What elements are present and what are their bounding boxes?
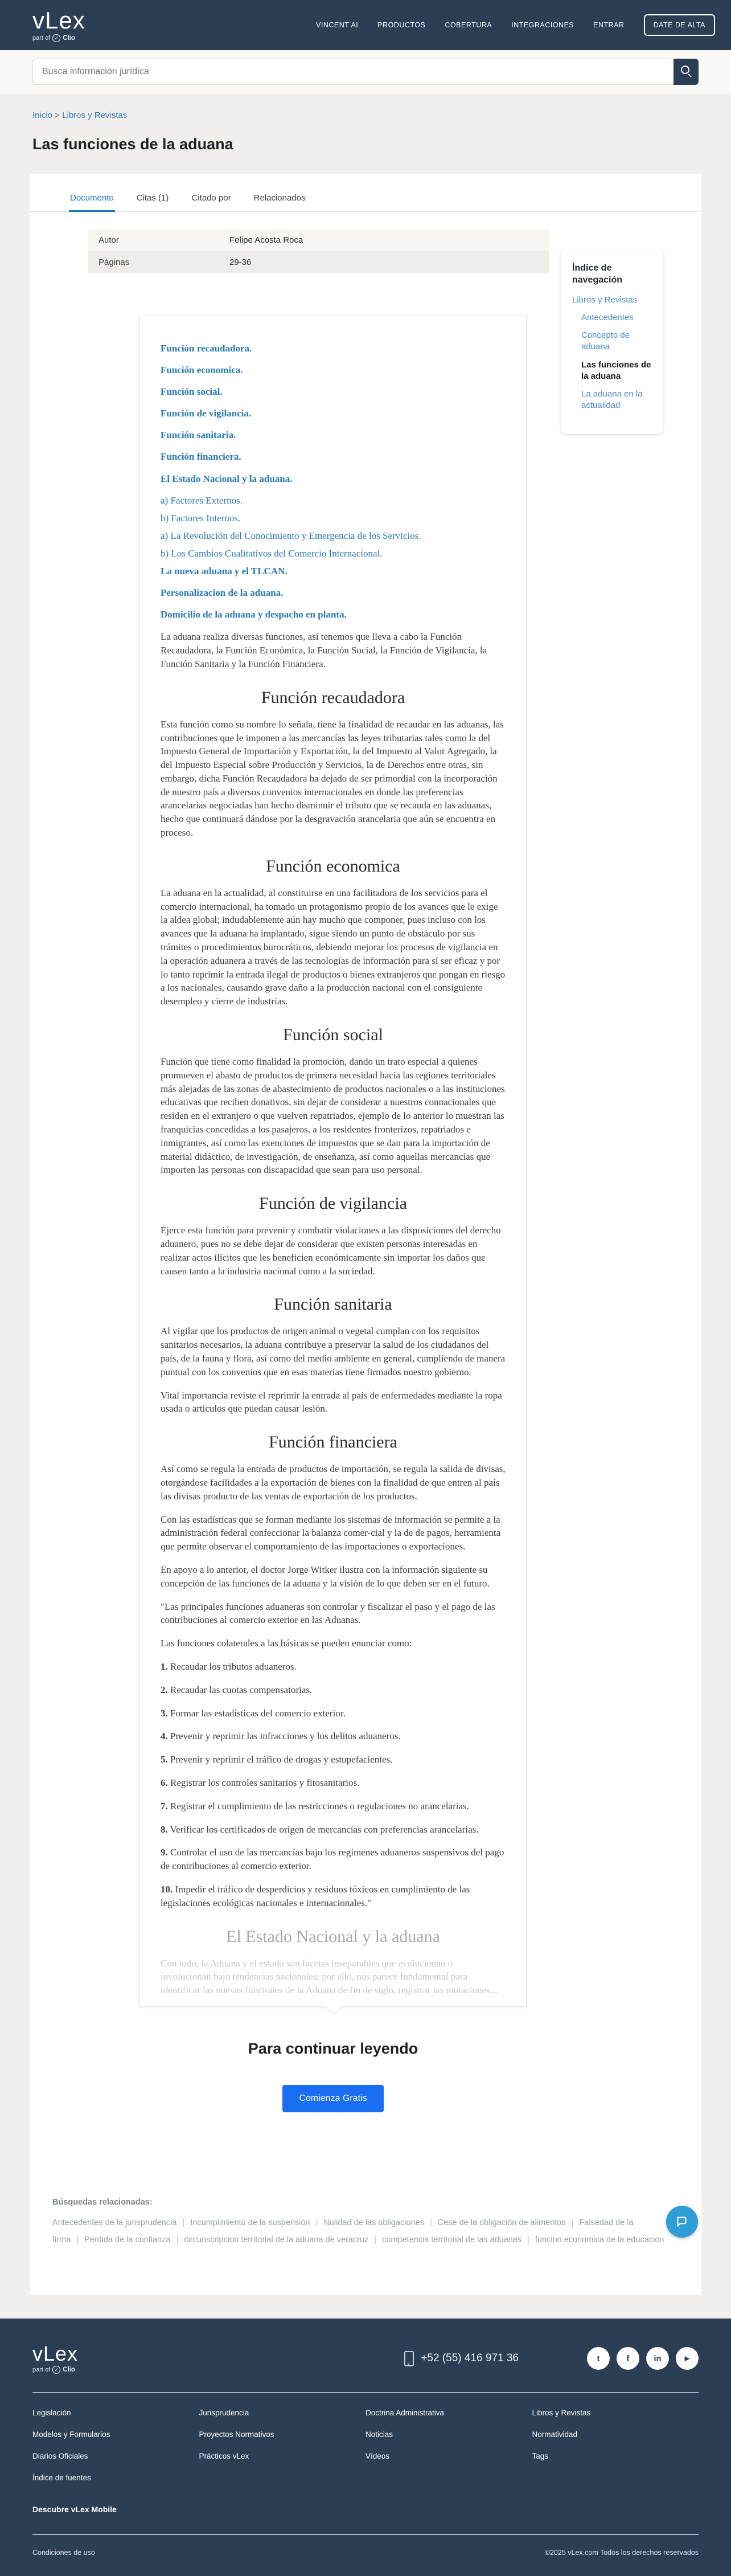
doc-toc-link[interactable]: a) La Revolución del Conocimiento y Emergencia de los Servicios.	[161, 530, 421, 541]
footer-link[interactable]: Libros y Revistas	[532, 2408, 591, 2417]
clio-tagline-prefix: part of	[32, 34, 51, 42]
doc-list-item: 8. Verificar los certificados de origen de mercancías con preferencias arancelarias.	[161, 1823, 479, 1835]
tab[interactable]: Citado por	[191, 193, 231, 203]
doc-list-item: 2. Recaudar las cuotas compensatorias.	[161, 1684, 313, 1695]
doc-section-heading: Función de vigilancia	[259, 1194, 407, 1213]
doc-list-item: 7. Registrar el cumplimiento de las restricciones o regulaciones no arancelarias.	[161, 1800, 469, 1812]
doc-list-item: 9. Controlar el uso de las mercancías bajo los regímenes aduaneros suspensivos del pago de contribuciones al comercio exterior.	[161, 1847, 504, 1872]
doc-paragraph: En apoyo a lo anterior, el doctor Jorge Witker ilustra con la información siguiente su concepción de las funciones de la aduana y la visión de lo que deben ser en el futuro.	[161, 1564, 490, 1589]
doc-section-heading: El Estado Nacional y la aduana	[226, 1927, 440, 1946]
footer-link-columns	[32, 2409, 699, 2482]
related-search-link[interactable]: funcion economica de la educacion	[535, 2235, 664, 2245]
footer-link[interactable]: Doctrina Administrativa	[366, 2408, 445, 2417]
page-title: Las funciones de la aduana	[32, 136, 233, 153]
doc-paragraph: Con todo, la Aduana y el estado son facetas inseparables que evolucionan o involucionan bajo tendencias nacionales; por ello, nos parece fundamental para identificar las nuevas funciones de la Aduana de fin de siglo, registrar las mutaciones...	[161, 1957, 498, 1996]
footer-phone	[404, 2351, 519, 2366]
doc-paragraph: Así como se regula la entrada de productos de importación, se regula la salida de divisas, otorgándose facilidades a la exportación de bienes con la finalidad de que entren al país las divisas producto de las ventas de exportación de los productos.	[161, 1463, 506, 1502]
footer-logo-text: vLex	[32, 2341, 79, 2365]
doc-toc-link[interactable]: Domicilio de la aduana y despacho en planta.	[161, 609, 347, 620]
doc-section-heading: Función economica	[266, 856, 400, 876]
footer-link[interactable]: Índice de fuentes	[32, 2473, 91, 2482]
paywall-title: Para continuar leyendo	[248, 2039, 418, 2057]
footer-mobile-link[interactable]: Descubre vLex Mobile	[32, 2504, 117, 2514]
doc-paragraph: Ejerce esta función para prevenir y combatir violaciones a las disposiciones del derecho aduanero, pues no se debe dejar de considerar que existen personas interesadas en realizar actos ilícitos que les beneficien económicamente sin importar los daños que causen tanto a la industria nacional como a la sociedad.	[161, 1225, 501, 1277]
doc-section-heading: Función social	[283, 1025, 383, 1045]
document-body	[161, 342, 506, 1997]
footer-link[interactable]: Vídeos	[366, 2451, 390, 2460]
top-header	[0, 0, 731, 50]
related-search-link[interactable]: Perdida de la confianza |	[84, 2235, 184, 2244]
footer-link[interactable]: Legislación	[32, 2408, 71, 2417]
phone-number: +52 (55) 416 971 36	[421, 2352, 519, 2365]
tab[interactable]: Documento	[69, 187, 115, 212]
main-content	[30, 174, 701, 2295]
doc-toc-link[interactable]: a) Factores Externos.	[161, 494, 243, 506]
nav-item[interactable]: ENTRAR	[593, 21, 625, 29]
footer-link[interactable]: Normatividad	[532, 2430, 578, 2439]
doc-paragraph: Función que tiene como finalidad la promoción, dando un trato especial a quienes promueven el abasto de productos de primera necesidad hacia las regiones territoriales más alejadas de las zonas de abastecimiento de productos nacionales o a las instituciones educativas que reciben donativos, sin dejar de considerar a nuestros connacionales que residen en el extranjero o que vuelven repatriados, ejemplo de lo anterior lo muestran las franquicias concedidas a los pasajeros, a los residentes fronterizos, repatriados e inmigrantes, así como las exenciones de impuestos que se dan para la importación de material didáctico, de investigación, de enseñanza, así como aquellas mercancías que importen las personas con discapacidad que sean para uso personal.	[161, 1056, 505, 1176]
metadata-value: Felipe Acosta Roca	[229, 235, 303, 245]
doc-toc-link[interactable]: Función financiera.	[161, 451, 241, 463]
breadcrumb-link[interactable]: Inicio >	[32, 111, 62, 120]
doc-paragraph: Vital importancia reviste el reprimir la entrada al país de enfermedades mediante la ropa usada o artículos que puedan causar lesión.	[161, 1389, 502, 1414]
doc-toc-link[interactable]: Función sanitaria.	[161, 430, 236, 441]
doc-paragraph: La aduana en la actualidad, al constituirse en una facilitadora de los servicios para el comercio internacional, ha tomado un protagonismo propio de los avances que le exige la aldea global; indudablemente aún hay mucho que componer, pues incluso con los avances que la aduana ha implantado, sigue siendo un punto de obstáculo por sus trámites o procedimientos burocráticos, debiendo mejorar los procesos de vigilancia en la operación aduanera a través de las tecnologías de información para sí ser eficaz y por lo tanto reprimir la entrada ilegal de productos o bienes extranjeros que pongan en riesgo a los nacionales, causando grave daño a la producción nacional con el consiguiente desempleo y cierre de industrias.	[161, 887, 506, 1007]
footer-link[interactable]: Jurisprudencia	[199, 2408, 249, 2417]
chat-button[interactable]	[666, 2206, 698, 2238]
doc-paragraph: Esta función como su nombre lo señala, tiene la finalidad de recaudar en las aduanas, las contribuciones que le imponen a las mercancías las leyes tributarias tales como la del Impuesto General de Importación y Exportación, la del Impuesto al Valor Agregado, la del Impuesto Especial sobre Producción y Servicios, la de Derechos entre otras, sin embargo, dicha Función Recaudadora ha dejado de ser primordial con la incorporación de nuestro país a diversos convenios internacionales en donde las preferencias arancelarias negociadas han hecho disminuir el tributo que se recauda en las aduanas, hecho que continuará dándose por la desgravación arancelaria que aún se encuentra en proceso.	[161, 718, 504, 839]
related-search-link[interactable]: Nulidad de las obligaciones |	[323, 2218, 437, 2227]
footer-link[interactable]: Diarios Oficiales	[32, 2451, 88, 2460]
navigation-index-panel	[561, 249, 663, 434]
doc-section-heading: Función financiera	[269, 1433, 397, 1452]
clio-check-icon: ✓	[52, 34, 60, 42]
doc-paragraph: La aduana realiza diversas funciones, así tenemos que lleva a cabo la Función Recaudadora, la Función Económica, la Función Social, la Función de Vigilancia, la Función Sanitaria y la Función Financiera.	[161, 631, 487, 669]
doc-paragraph: Las funciones colaterales a las básicas se pueden enunciar como:	[161, 1638, 412, 1649]
nav-item[interactable]: VINCENT AI	[316, 21, 359, 29]
navigation-index-item[interactable]: Antecedentes	[581, 312, 634, 322]
vlex-logo-text: vLex	[32, 6, 85, 34]
related-searches-label: Búsquedas relacionadas:	[52, 2197, 153, 2207]
tab[interactable]: Relacionados	[253, 193, 306, 203]
social-icons	[587, 2347, 699, 2370]
related-search-link[interactable]: competencia territorial de las aduanas |	[382, 2235, 535, 2244]
footer-logo[interactable]	[32, 2341, 79, 2374]
footer-clio-tagline: part of ✓ Clio	[32, 2366, 75, 2373]
related-search-link[interactable]: Cese de la obligación de alimentos |	[438, 2218, 580, 2227]
doc-list-item: 10. Impedir el tráfico de desperdicios y residuos tóxicos en cumplimiento de las legislaciones ecológicas nacionales e internacionales."	[161, 1883, 470, 1908]
title-strip	[0, 95, 731, 174]
search-strip	[0, 50, 731, 95]
doc-list-item: 4. Prevenir y reprimir las infracciones y los delitos aduaneros.	[161, 1731, 401, 1742]
social-icon[interactable]: ►	[676, 2347, 699, 2370]
doc-toc-link[interactable]: Función social.	[161, 386, 223, 398]
metadata-value: 29-36	[229, 257, 252, 267]
tab-bar	[30, 187, 701, 212]
search-input[interactable]	[32, 59, 673, 85]
nav-item[interactable]: PRODUCTOS	[377, 21, 426, 29]
paywall-section	[139, 2040, 527, 2112]
phone-icon	[404, 2351, 414, 2366]
nav-item[interactable]: COBERTURA	[445, 21, 492, 29]
related-search-link[interactable]: Antecedentes de la jurisprudencia |	[52, 2218, 190, 2227]
document-paper	[139, 316, 527, 2007]
footer-divider	[32, 2534, 699, 2535]
doc-section-heading: Función sanitaria	[274, 1295, 392, 1314]
related-searches	[52, 2198, 679, 2295]
chat-icon	[675, 2214, 689, 2229]
navigation-index-item[interactable]: Libros y Revistas	[572, 295, 638, 305]
social-icon[interactable]: f	[617, 2347, 639, 2370]
nav-item[interactable]: INTEGRACIONES	[511, 21, 574, 29]
doc-toc-link[interactable]: El Estado Nacional y la aduana.	[161, 473, 293, 484]
search-icon	[681, 66, 689, 74]
navigation-index-item[interactable]: La aduana en la actualidad	[581, 389, 643, 411]
metadata-label: Páginas	[98, 257, 130, 267]
doc-toc-link[interactable]: Función economica.	[161, 365, 243, 376]
doc-toc-link[interactable]: b) Factores Internos.	[161, 512, 241, 524]
doc-paragraph: Al vigilar que los productos de origen animal o vegetal cumplan con los requisitos sanitarios necesarios, la aduana contribuye a preservar la salud de los ciudadanos del país, de la fauna y flora, así como del medio ambiente en general, cumpliendo de manera puntual con los convenios que en esas materias tiene firmados nuestro gobierno.	[161, 1326, 506, 1377]
terms-link[interactable]: Condiciones de uso	[32, 2548, 95, 2557]
footer-link[interactable]: Proyectos Normativos	[199, 2430, 274, 2439]
metadata-table	[88, 229, 549, 273]
related-search-link[interactable]: circunscripcion territorial de la aduana de veracruz |	[184, 2235, 382, 2244]
metadata-row	[88, 229, 549, 251]
footer-link[interactable]: Modelos y Formularios	[32, 2430, 110, 2439]
footer-divider	[32, 2392, 699, 2393]
doc-toc-link[interactable]: Función de vigilancia.	[161, 408, 252, 419]
footer-link[interactable]: Tags	[532, 2451, 549, 2460]
related-search-link[interactable]: Falsedad de la firma |	[52, 2218, 634, 2244]
vlex-logo[interactable]	[32, 6, 85, 42]
top-navigation	[316, 21, 625, 29]
doc-toc-link[interactable]: Función recaudadora.	[161, 343, 252, 354]
related-search-link[interactable]: Incumplimiento de la suspensión |	[190, 2218, 323, 2227]
copyright-text: ©2025 vLex.com Todos los derechos reservados	[544, 2548, 699, 2557]
doc-list-item: 1. Recaudar los tributos aduaneros.	[161, 1661, 297, 1672]
doc-toc-link[interactable]: La nueva aduana y el TLCAN.	[161, 566, 288, 577]
search-button[interactable]	[673, 59, 699, 85]
navigation-index-item[interactable]: Las funciones de la aduana	[581, 359, 651, 381]
doc-list-item: 3. Formar las estadísticas del comercio exterior.	[161, 1707, 346, 1719]
doc-paragraph: "Las principales funciones aduaneras son controlar y fiscalizar el paso y el pago de las contribuciones al comercio exterior en las Aduanas.	[161, 1601, 495, 1626]
tab[interactable]: Citas (1)	[136, 193, 169, 203]
social-icon[interactable]: in	[646, 2347, 669, 2370]
start-free-button[interactable]: Comienza Gratis	[282, 2085, 383, 2112]
social-icon[interactable]: t	[587, 2347, 610, 2370]
signup-button[interactable]: DATE DE ALTA	[644, 14, 715, 36]
doc-section-heading: Función recaudadora	[261, 688, 405, 707]
navigation-index-title: Índice de navegación	[572, 263, 623, 285]
doc-list-item: 5. Prevenir y reprimir el tráfico de drogas y estupefacientes.	[161, 1754, 393, 1765]
doc-list-item: 6. Registrar los controles sanitarios y fitosanitarios.	[161, 1777, 360, 1788]
clio-brand: Clio	[63, 34, 75, 42]
clio-tagline	[32, 34, 85, 42]
metadata-row	[88, 251, 549, 273]
footer-link[interactable]: Prácticos vLex	[199, 2451, 249, 2460]
doc-toc-link[interactable]: b) Los Cambios Cualitativos del Comercio Internacional.	[161, 547, 383, 559]
breadcrumb	[32, 111, 699, 120]
footer-link[interactable]: Noticias	[366, 2430, 393, 2439]
clio-check-icon: ✓	[52, 2366, 60, 2374]
navigation-index-item[interactable]: Concepto de aduana	[581, 330, 630, 352]
doc-paragraph: Con las estadísticas que se forman mediante los sistemas de información se permite a la administración federal confeccionar la balanza comer-cial y la de de pagos, herramienta que permite observar el comportamiento de las importaciones o exportaciones.	[161, 1514, 501, 1552]
breadcrumb-link[interactable]: Libros y Revistas	[62, 111, 128, 120]
doc-toc-link[interactable]: Personalizacion de la aduana.	[161, 587, 284, 599]
footer	[0, 2319, 731, 2576]
metadata-label: Autor	[98, 235, 119, 245]
